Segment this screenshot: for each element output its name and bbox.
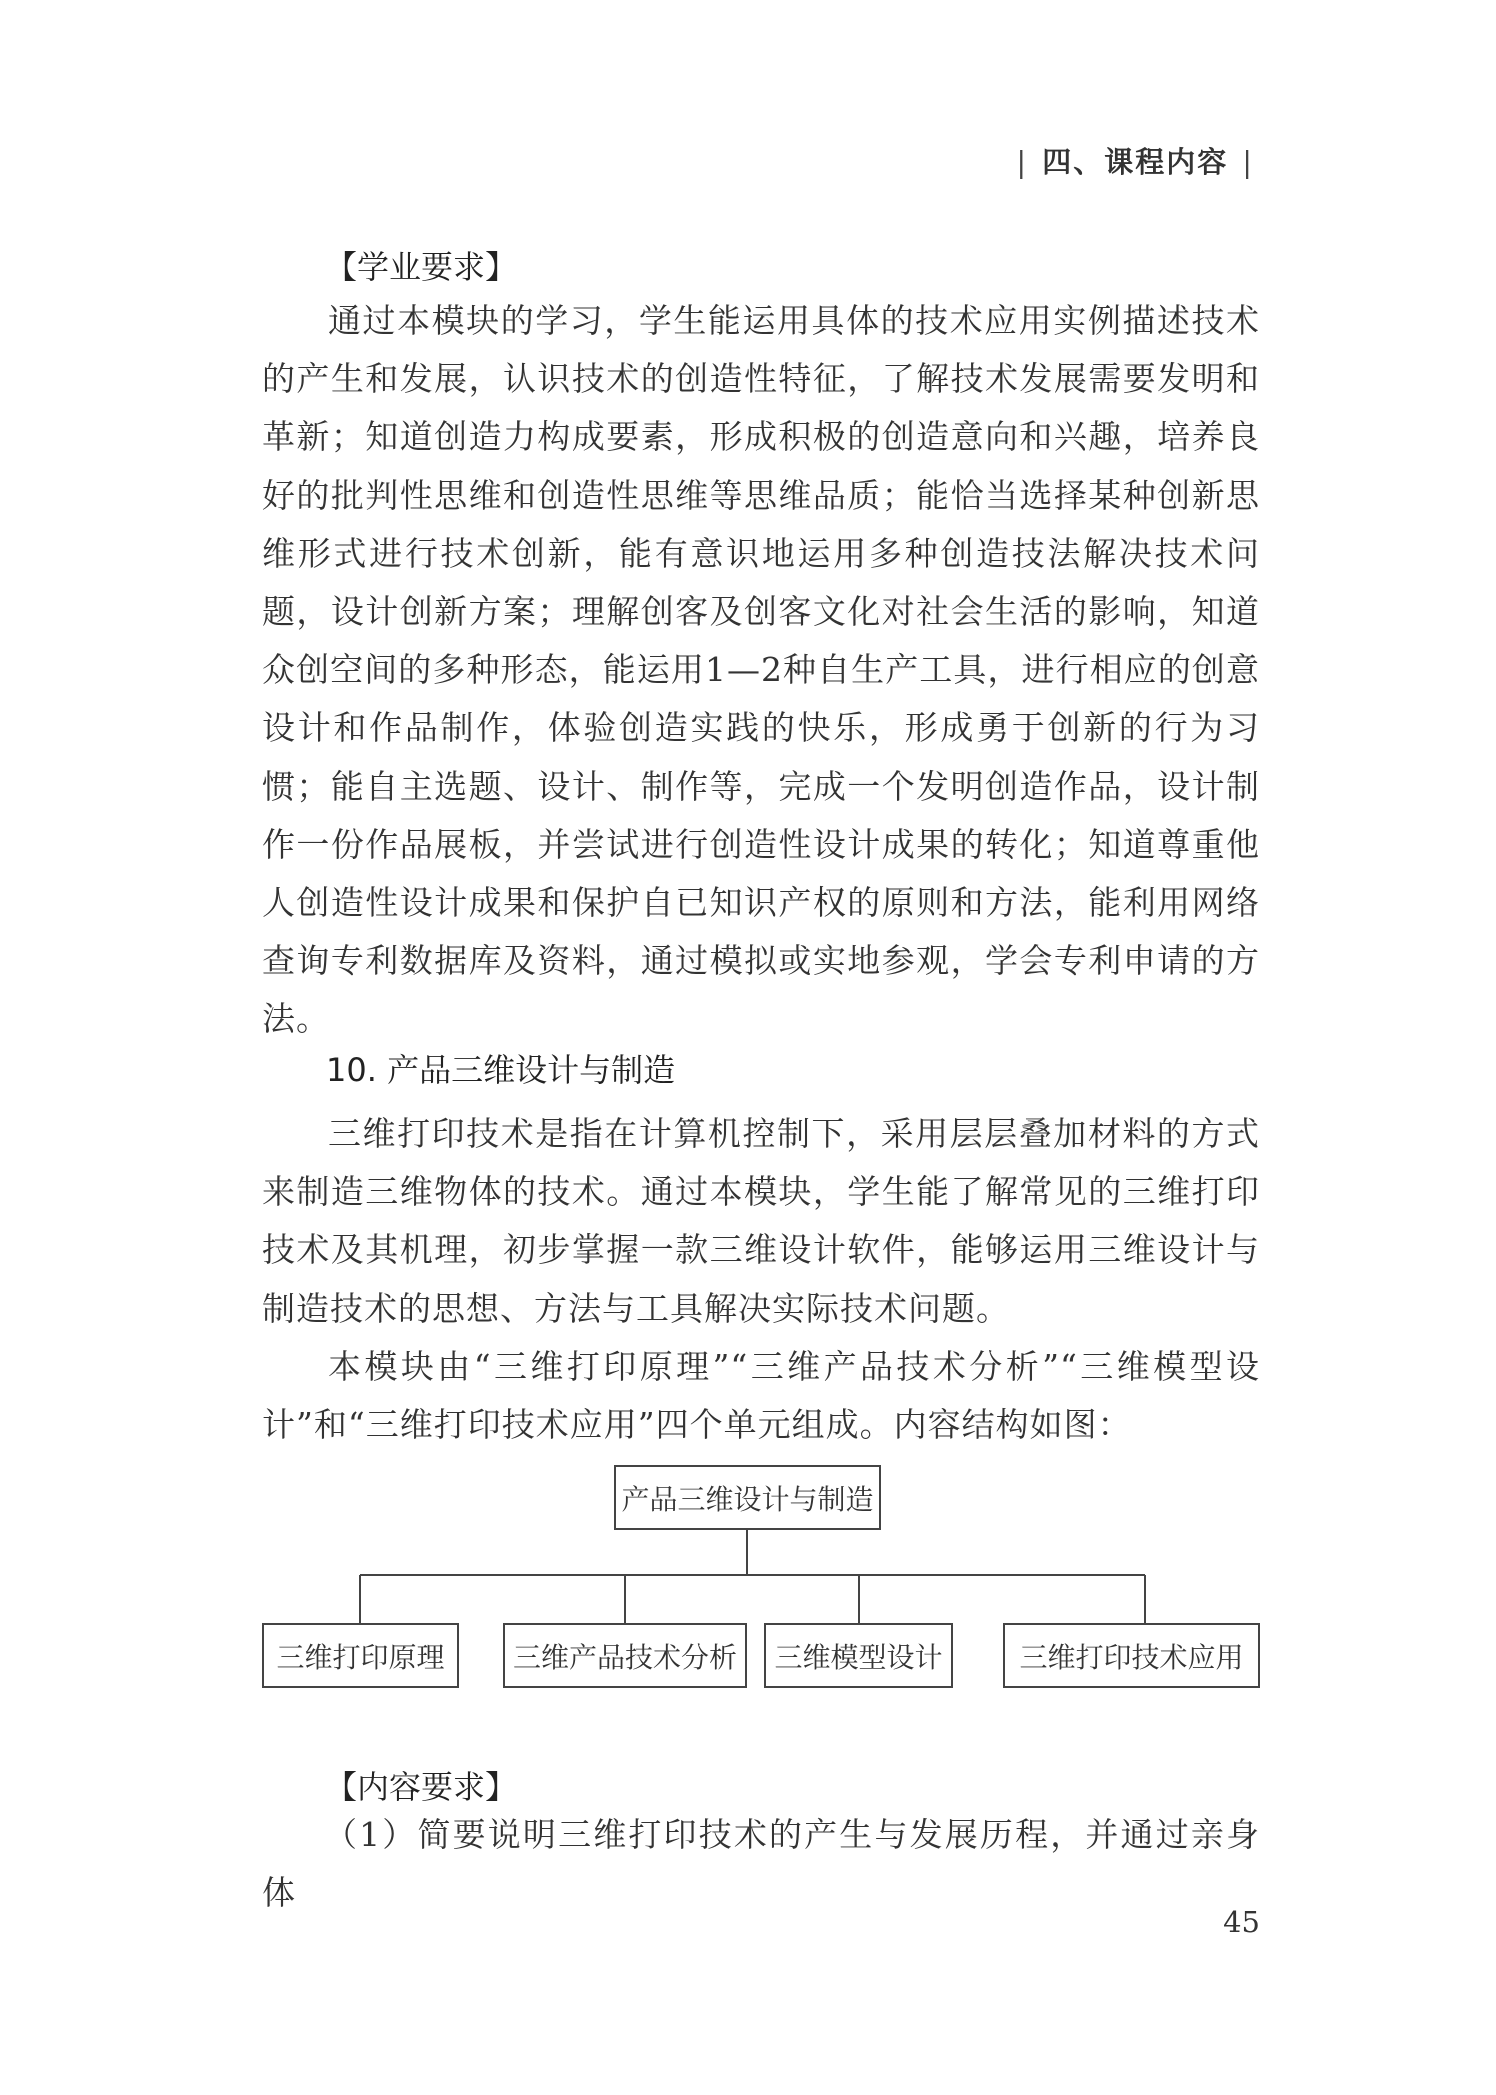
module-10-paragraph-structure: 本模块由“三维打印原理”“三维产品技术分析”“三维模型设计”和“三维打印技术应用”四个单元组成。内容结构如图： <box>262 1346 1260 1445</box>
header-bar-left: | <box>1016 145 1029 179</box>
header-section-title: 四、课程内容 <box>1042 145 1229 179</box>
module-10-paragraph-intro: 三维打印技术是指在计算机控制下，采用层层叠加材料的方式来制造三维物体的技术。通过本模块，学生能了解常见的三维打印技术及其机理，初步掌握一款三维设计软件，能够运用三维设计与制造技术的思想、方法与工具解决实际技术问题。 <box>262 1114 1260 1328</box>
academic-requirements-heading: 【学业要求】 <box>325 248 518 286</box>
academic-requirements-body <box>262 292 1260 1049</box>
diagram-unit-box-1: 三维打印原理 <box>262 1623 459 1688</box>
header-bar-right: | <box>1242 145 1254 179</box>
diagram-root-box: 产品三维设计与制造 <box>614 1465 881 1530</box>
diagram-unit-box-3: 三维模型设计 <box>764 1623 953 1688</box>
module-10-heading: 10. 产品三维设计与制造 <box>326 1051 676 1089</box>
content-requirements-body <box>262 1806 1260 1922</box>
page-number: 45 <box>1223 1905 1260 1939</box>
content-requirements-heading: 【内容要求】 <box>325 1768 518 1806</box>
academic-requirements-paragraph: 通过本模块的学习，学生能运用具体的技术应用实例描述技术的产生和发展，认识技术的创造性特征，了解技术发展需要发明和革新；知道创造力构成要素，形成积极的创造意向和兴趣，培养良好的批判性思维和创造性思维等思维品质；能恰当选择某种创新思维形式进行技术创新，能有意识地运用多种创造技法解决技术问题，设计创新方案；理解创客及创客文化对社会生活的影响，知道众创空间的多种形态，能运用1—2种自生产工具，进行相应的创意设计和作品制作，体验创造实践的快乐，形成勇于创新的行为习惯；能自主选题、设计、制作等，完成一个发明创造作品，设计制作一份作品展板，并尝试进行创造性设计成果的转化；知道尊重他人创造性设计成果和保护自已知识产权的原则和方法，能利用网络查询专利数据库及资料，通过模拟或实地参观，学会专利申请的方法。 <box>262 301 1260 1039</box>
diagram-unit-box-4: 三维打印技术应用 <box>1003 1623 1260 1688</box>
running-header <box>1002 140 1268 181</box>
module-10-body <box>262 1105 1260 1454</box>
content-structure-diagram <box>262 1460 1260 1700</box>
content-requirement-item-1: （1）简要说明三维打印技术的产生与发展历程，并通过亲身体 <box>262 1815 1260 1913</box>
diagram-unit-box-2: 三维产品技术分析 <box>503 1623 747 1688</box>
